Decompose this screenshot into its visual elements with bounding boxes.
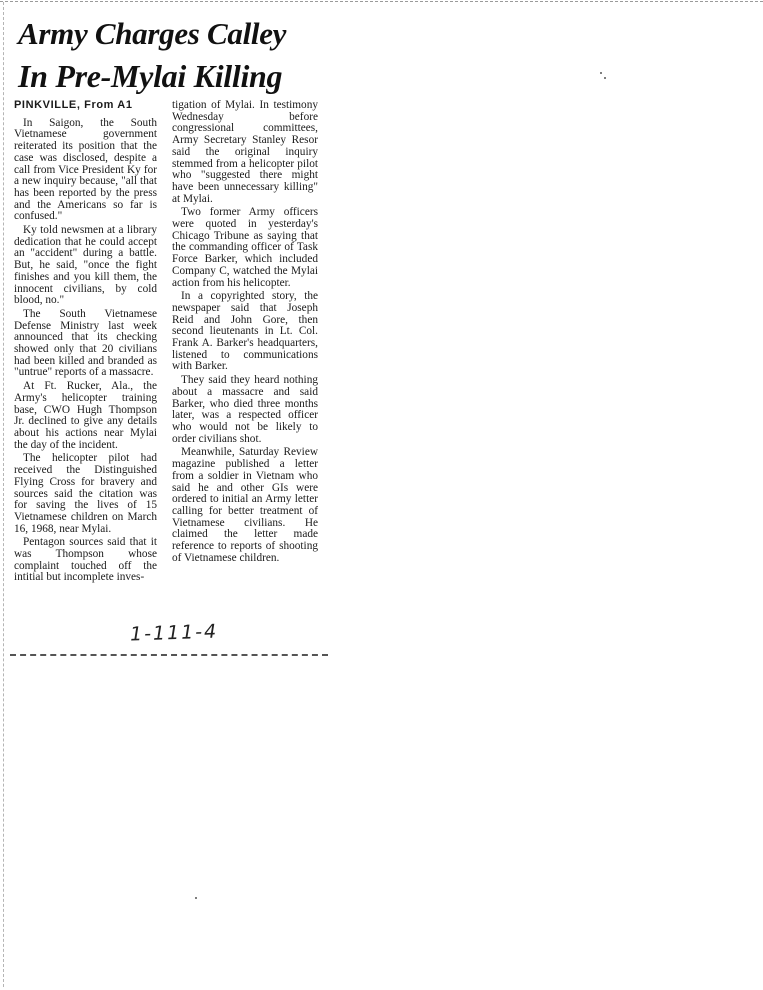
headline-line-1: Army Charges Calley <box>18 16 287 51</box>
paragraph: The helicopter pilot had received the Distinguished Flying Cross for bravery and sources said the citation was for saving the lives of 15 Vietnamese children on March 16, 1968, near Mylai. <box>14 452 157 535</box>
paragraph: In a copyrighted story, the newspaper said that Joseph Reid and John Gore, then second lieutenants in Lt. Col. Frank A. Barker's headquarters, listened to communications with Barker. <box>172 290 318 373</box>
scan-top-edge <box>0 1 763 2</box>
article-column-1 <box>14 100 157 586</box>
paragraph: The South Vietnamese Defense Ministry last week announced that its checking showed only that 20 civilians had been killed and branded as "untrue" reports of a massacre. <box>14 307 157 379</box>
paragraph: Pentagon sources said that it was Thompson whose complaint touched off the intitial but incomplete inves- <box>14 536 157 584</box>
paragraph: At Ft. Rucker, Ala., the Army's helicopter training base, CWO Hugh Thompson Jr. declined to give any details about his actions near Mylai the day of the incident. <box>14 380 157 451</box>
handwritten-annotation: 1-111-4 <box>129 620 219 646</box>
scan-speck <box>604 77 606 79</box>
article-column-2 <box>172 100 318 566</box>
paragraph: Ky told newsmen at a library dedication that he could accept an "accident" during a battle. But, he said, "once the fight finishes and you kill them, the innocent civilians, by cold blood, no." <box>14 224 157 307</box>
newspaper-clipping <box>10 8 322 658</box>
clipping-bottom-edge <box>10 654 328 656</box>
headline-line-2: In Pre-Mylai Killing <box>18 58 283 94</box>
paragraph: Two former Army officers were quoted in yesterday's Chicago Tribune as saying that the commanding officer of Task Force Barker, which included Company C, watched the Mylai action from his helicopter. <box>172 206 318 289</box>
scan-speck <box>600 72 602 74</box>
dateline: PINKVILLE, From A1 <box>14 99 133 111</box>
scan-left-edge <box>3 2 4 987</box>
paragraph: Meanwhile, Saturday Review magazine published a letter from a soldier in Vietnam who said he and other GIs were ordered to initial an Army letter calling for better treatment of Vietnamese civilians. He claimed the letter made reference to reports of shooting of Vietnamese children. <box>172 446 318 564</box>
paragraph: tigation of Mylai. In testimony Wednesday before congressional committees, Army Secretary Stanley Resor said the original inquiry stemmed from a helicopter pilot who "suggested there might have been unnecessary killing" at Mylai. <box>172 99 318 205</box>
paragraph: In Saigon, the South Vietnamese government reiterated its position that the case was disclosed, despite a call from Vice President Ky for a new inquiry because, "all that has been reported by the press and the Americans so far is confused." <box>14 116 157 223</box>
paragraph: They said they heard nothing about a massacre and said Barker, who died three months later, was a respected officer who would not be likely to order civilians shot. <box>172 374 318 445</box>
scan-speck <box>195 897 197 899</box>
